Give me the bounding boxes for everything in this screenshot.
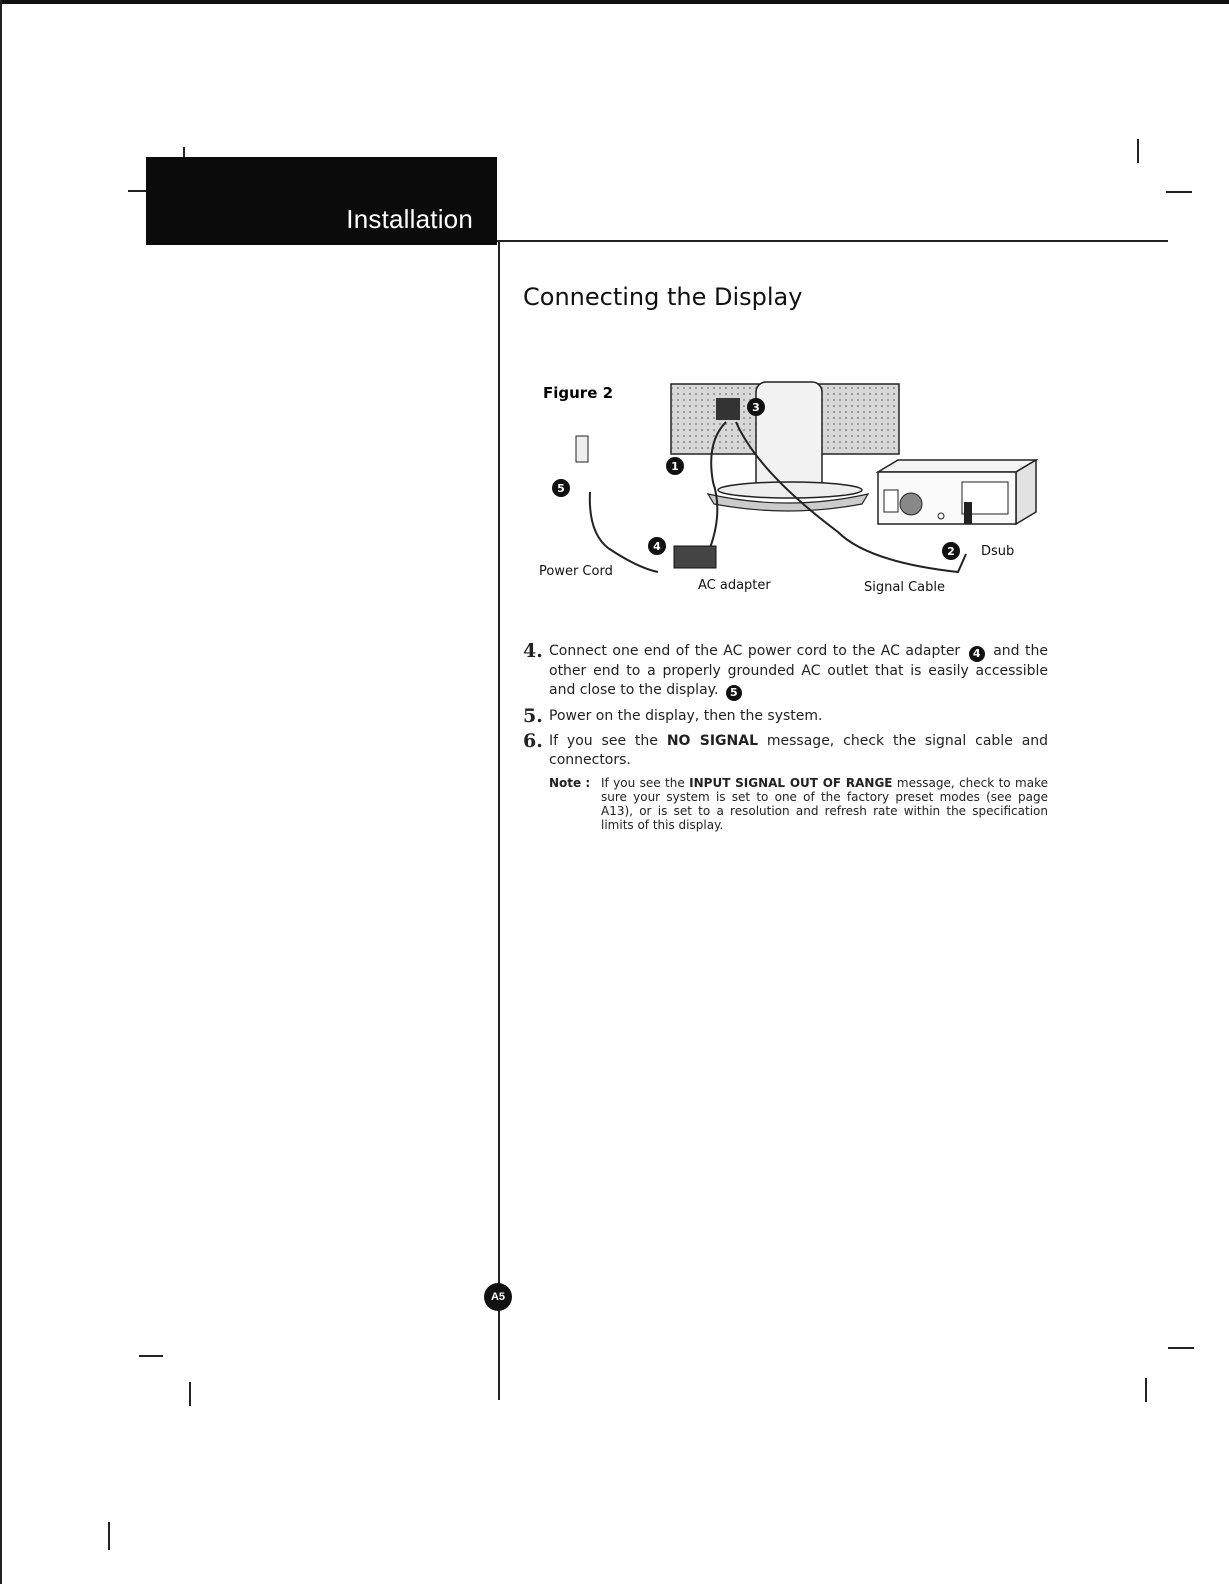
connection-diagram xyxy=(538,362,1038,612)
callout-3-text: 3 xyxy=(752,401,760,414)
callout-5-text: 5 xyxy=(557,482,565,495)
callout-badge: 5 xyxy=(726,685,742,701)
step-text: If you see the xyxy=(549,733,658,749)
left-border xyxy=(0,0,2,1584)
callout-2 xyxy=(942,542,960,560)
crop-mark xyxy=(1145,1378,1147,1402)
column-rule xyxy=(498,240,500,1400)
note-text: If you see the xyxy=(601,776,685,790)
note-text: message, check to make sure your system is set to one of the factory preset modes (see page A13), or is set to a resolution and refresh rate within the specification limits of this display. xyxy=(601,776,1048,832)
ac-adapter-label: AC adapter xyxy=(698,578,771,593)
step-5 xyxy=(523,707,1048,726)
crop-mark xyxy=(1137,139,1139,163)
crop-mark xyxy=(128,190,146,192)
monitor-illustration xyxy=(671,382,899,511)
callout-4 xyxy=(648,537,666,555)
crop-mark xyxy=(139,1355,163,1357)
callout-1 xyxy=(666,457,684,475)
step-emphasis: NO SIGNAL xyxy=(666,733,758,749)
note-label: Note : xyxy=(549,776,591,790)
step-text: Power on the display, then the system. xyxy=(549,708,823,724)
figure-label: Figure 2 xyxy=(543,384,614,402)
step-text: message, check the signal cable and connectors. xyxy=(549,733,1049,768)
pc-illustration xyxy=(878,460,1036,524)
crop-mark xyxy=(1166,191,1192,193)
crop-mark xyxy=(189,1382,191,1406)
figure-2 xyxy=(538,362,1038,612)
callout-5 xyxy=(552,479,570,497)
callout-1-text: 1 xyxy=(671,460,679,473)
section-title: Installation xyxy=(346,204,473,234)
step-number: 4. xyxy=(523,640,543,662)
signal-cable-label: Signal Cable xyxy=(864,580,945,595)
callout-2-text: 2 xyxy=(947,545,955,558)
callout-4-text: 4 xyxy=(653,540,661,553)
step-4 xyxy=(523,642,1048,701)
ac-adapter-illustration xyxy=(674,546,716,568)
step-text: and the other end to a properly grounded AC outlet that is easily accessible and close to the display. xyxy=(549,643,1049,698)
step-number: 6. xyxy=(523,730,543,752)
header-rule xyxy=(497,240,1168,242)
instruction-steps xyxy=(523,642,1048,832)
top-border xyxy=(0,0,1229,4)
power-cord-line xyxy=(590,492,658,572)
callout-3 xyxy=(747,398,765,416)
section-tab xyxy=(146,157,497,245)
page-title: Connecting the Display xyxy=(523,283,803,311)
power-cord-label: Power Cord xyxy=(539,564,613,579)
callout-badge: 4 xyxy=(969,646,985,662)
step-text: Connect one end of the AC power cord to the AC adapter xyxy=(549,643,961,659)
note-block xyxy=(549,776,1048,832)
page-number-badge: A5 xyxy=(484,1283,512,1311)
wall-outlet xyxy=(576,436,588,462)
dsub-label: Dsub xyxy=(981,544,1015,559)
step-number: 5. xyxy=(523,705,543,727)
crop-mark xyxy=(1168,1347,1194,1349)
crop-mark xyxy=(108,1522,110,1550)
step-6 xyxy=(523,732,1048,770)
note-emphasis: INPUT SIGNAL OUT OF RANGE xyxy=(689,776,893,790)
